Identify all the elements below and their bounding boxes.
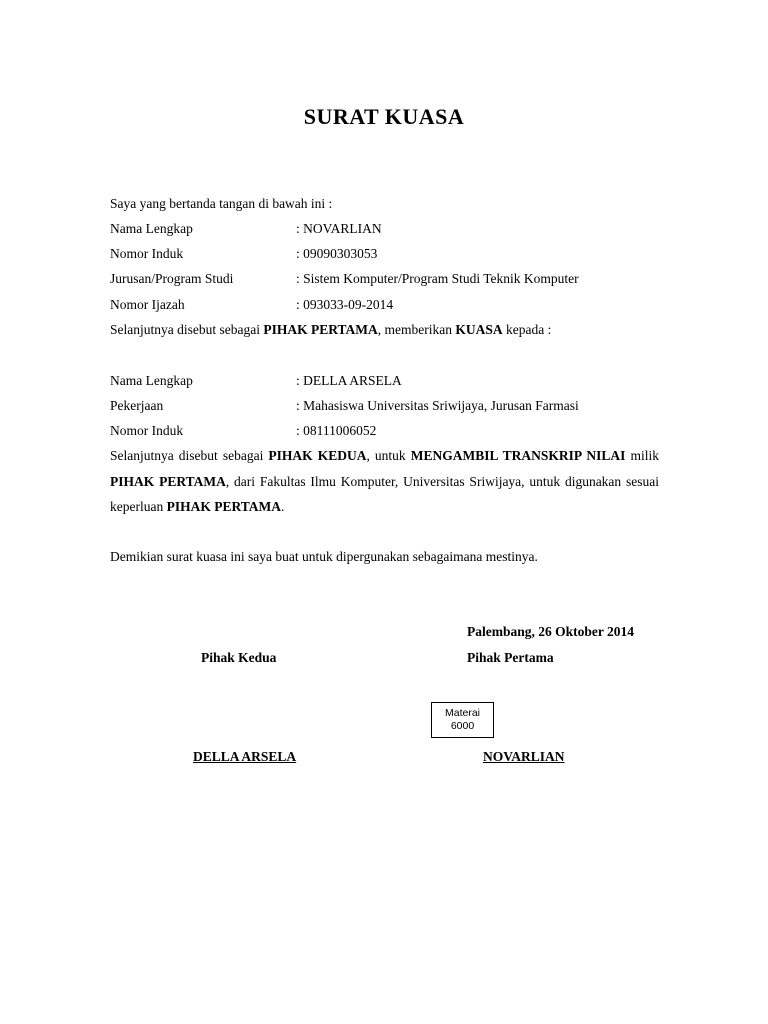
transfer-statement: Selanjutnya disebut sebagai PIHAK PERTAMA, memberikan KUASA kepada :	[110, 322, 552, 337]
field-label: Nomor Ijazah	[110, 297, 185, 312]
document-title: SURAT KUASA	[303, 104, 465, 129]
stamp-label: Materai	[444, 707, 480, 719]
right-signatory-role: Pihak Pertama	[467, 650, 554, 665]
field-value: : 093033-09-2014	[296, 297, 394, 312]
place-date: Palembang, 26 Oktober 2014	[467, 624, 635, 639]
first-party-program-row	[110, 271, 579, 287]
intro-text: Saya yang bertanda tangan di bawah ini :	[110, 196, 333, 211]
field-label: Nama Lengkap	[110, 221, 193, 236]
field-value: : NOVARLIAN	[296, 221, 382, 236]
field-value: : 09090303053	[296, 246, 378, 261]
first-party-name-row	[110, 221, 382, 237]
materai-stamp-box	[431, 702, 494, 738]
field-value: : Mahasiswa Universitas Sriwijaya, Jurusan Farmasi	[296, 398, 579, 413]
field-value: : 08111006052	[296, 423, 377, 438]
first-party-diploma-row	[110, 297, 393, 313]
purpose-paragraph: Selanjutnya disebut sebagai PIHAK KEDUA, untuk MENGAMBIL TRANSKRIP NILAI milik PIHAK PERTAMA, dari Fakultas Ilmu Komputer, Universitas Sriwijaya, untuk digunakan sesuai keperluan PIHAK PERTAMA.	[110, 448, 659, 514]
field-value: : DELLA ARSELA	[296, 373, 402, 388]
field-label: Nomor Induk	[110, 423, 184, 438]
left-signatory-role: Pihak Kedua	[201, 650, 277, 665]
closing-text: Demikian surat kuasa ini saya buat untuk dipergunakan sebagaimana mestinya.	[110, 549, 538, 564]
field-label: Jurusan/Program Studi	[110, 271, 234, 286]
field-value: : Sistem Komputer/Program Studi Teknik Komputer	[296, 271, 579, 286]
second-party-name-row	[110, 373, 402, 389]
stamp-value: 6000	[450, 720, 475, 732]
second-party-job-row	[110, 398, 579, 414]
field-label: Nomor Induk	[110, 246, 184, 261]
second-party-id-row	[110, 423, 376, 439]
left-signatory-name: DELLA ARSELA	[193, 749, 297, 764]
field-label: Pekerjaan	[110, 398, 164, 413]
field-label: Nama Lengkap	[110, 373, 193, 388]
first-party-id-row	[110, 246, 377, 262]
right-signatory-name: NOVARLIAN	[483, 749, 565, 764]
